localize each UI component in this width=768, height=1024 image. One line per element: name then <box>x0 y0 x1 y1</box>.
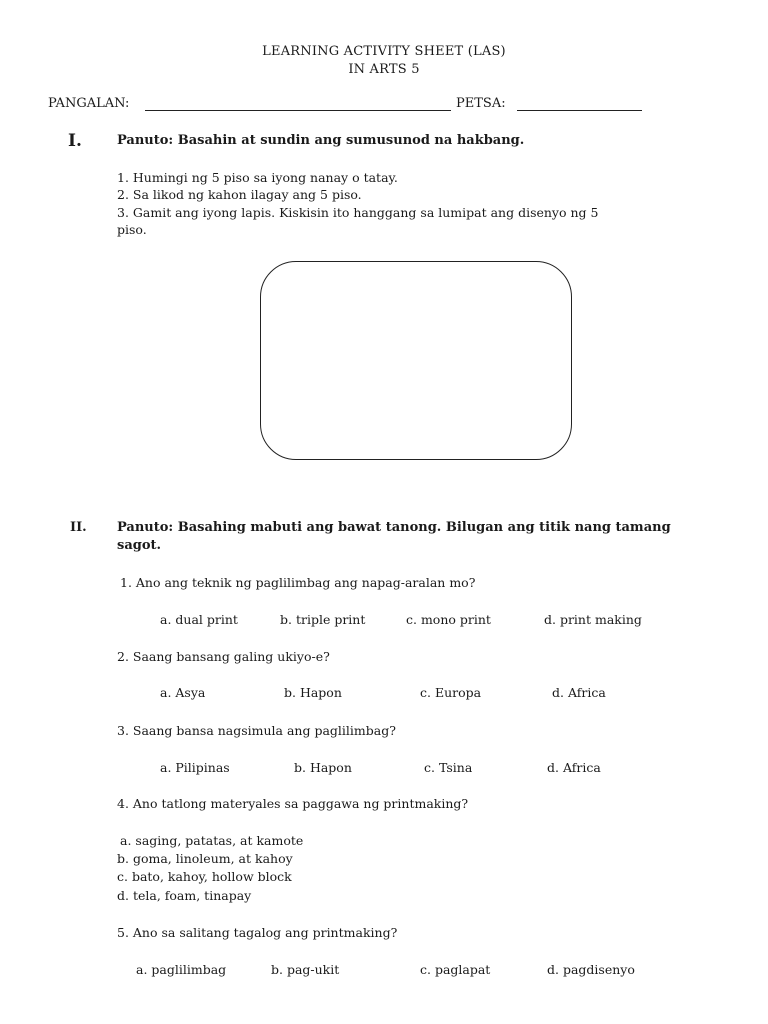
part2-numeral: II. <box>70 520 87 535</box>
choice-2c[interactable]: c. Europa <box>420 685 482 700</box>
choice-5c[interactable]: c. paglapat <box>420 962 491 977</box>
question-2: 2. Saang bansang galing ukiyo-e? <box>117 649 330 664</box>
choice-5d[interactable]: d. pagdisenyo <box>547 962 635 977</box>
sheet-subtitle: IN ARTS 5 <box>348 62 420 77</box>
part1-step: 3. Gamit ang iyong lapis. Kiskisin ito hanggang sa lumipat ang disenyo ng 5 <box>117 205 599 220</box>
choice-5a[interactable]: a. paglilimbag <box>136 962 227 977</box>
choice-2a[interactable]: a. Asya <box>160 685 206 700</box>
part1-step: piso. <box>117 222 147 237</box>
part2-instruction: Panuto: Basahing mabuti ang bawat tanong. Bilugan ang titik nang tamang <box>117 520 671 535</box>
choice-1a[interactable]: a. dual print <box>160 612 238 627</box>
choice-3a[interactable]: a. Pilipinas <box>160 760 230 775</box>
part1-numeral: I. <box>68 131 82 151</box>
choice-3c[interactable]: c. Tsina <box>424 760 473 775</box>
name-blank-line[interactable] <box>145 110 451 111</box>
choice-5b[interactable]: b. pag-ukit <box>271 962 340 977</box>
question-3: 3. Saang bansa nagsimula ang paglilimbag? <box>117 723 396 738</box>
part1-instruction: Panuto: Basahin at sundin ang sumusunod na hakbang. <box>117 133 525 148</box>
sheet-title: LEARNING ACTIVITY SHEET (LAS) <box>262 44 506 59</box>
coin-rubbing-box <box>260 261 572 460</box>
part2-instruction-cont: sagot. <box>117 538 162 553</box>
part1-step: 2. Sa likod ng kahon ilagay ang 5 piso. <box>117 187 362 202</box>
choice-3b[interactable]: b. Hapon <box>294 760 352 775</box>
part1-step: 1. Humingi ng 5 piso sa iyong nanay o tatay. <box>117 170 398 185</box>
name-label: PANGALAN: <box>48 96 130 111</box>
choice-1d[interactable]: d. print making <box>544 612 642 627</box>
choice-4b[interactable]: b. goma, linoleum, at kahoy <box>117 851 293 866</box>
choice-4a[interactable]: a. saging, patatas, at kamote <box>120 833 304 848</box>
question-5: 5. Ano sa salitang tagalog ang printmaking? <box>117 925 398 940</box>
choice-2d[interactable]: d. Africa <box>552 685 606 700</box>
choice-3d[interactable]: d. Africa <box>547 760 601 775</box>
choice-4d[interactable]: d. tela, foam, tinapay <box>117 888 252 903</box>
choice-1b[interactable]: b. triple print <box>280 612 366 627</box>
question-4: 4. Ano tatlong materyales sa paggawa ng printmaking? <box>117 796 469 811</box>
date-label: PETSA: <box>456 96 506 111</box>
question-1: 1. Ano ang teknik ng paglilimbag ang napag-aralan mo? <box>120 575 476 590</box>
choice-1c[interactable]: c. mono print <box>406 612 491 627</box>
choice-2b[interactable]: b. Hapon <box>284 685 342 700</box>
choice-4c[interactable]: c. bato, kahoy, hollow block <box>117 869 292 884</box>
date-blank-line[interactable] <box>517 110 642 111</box>
